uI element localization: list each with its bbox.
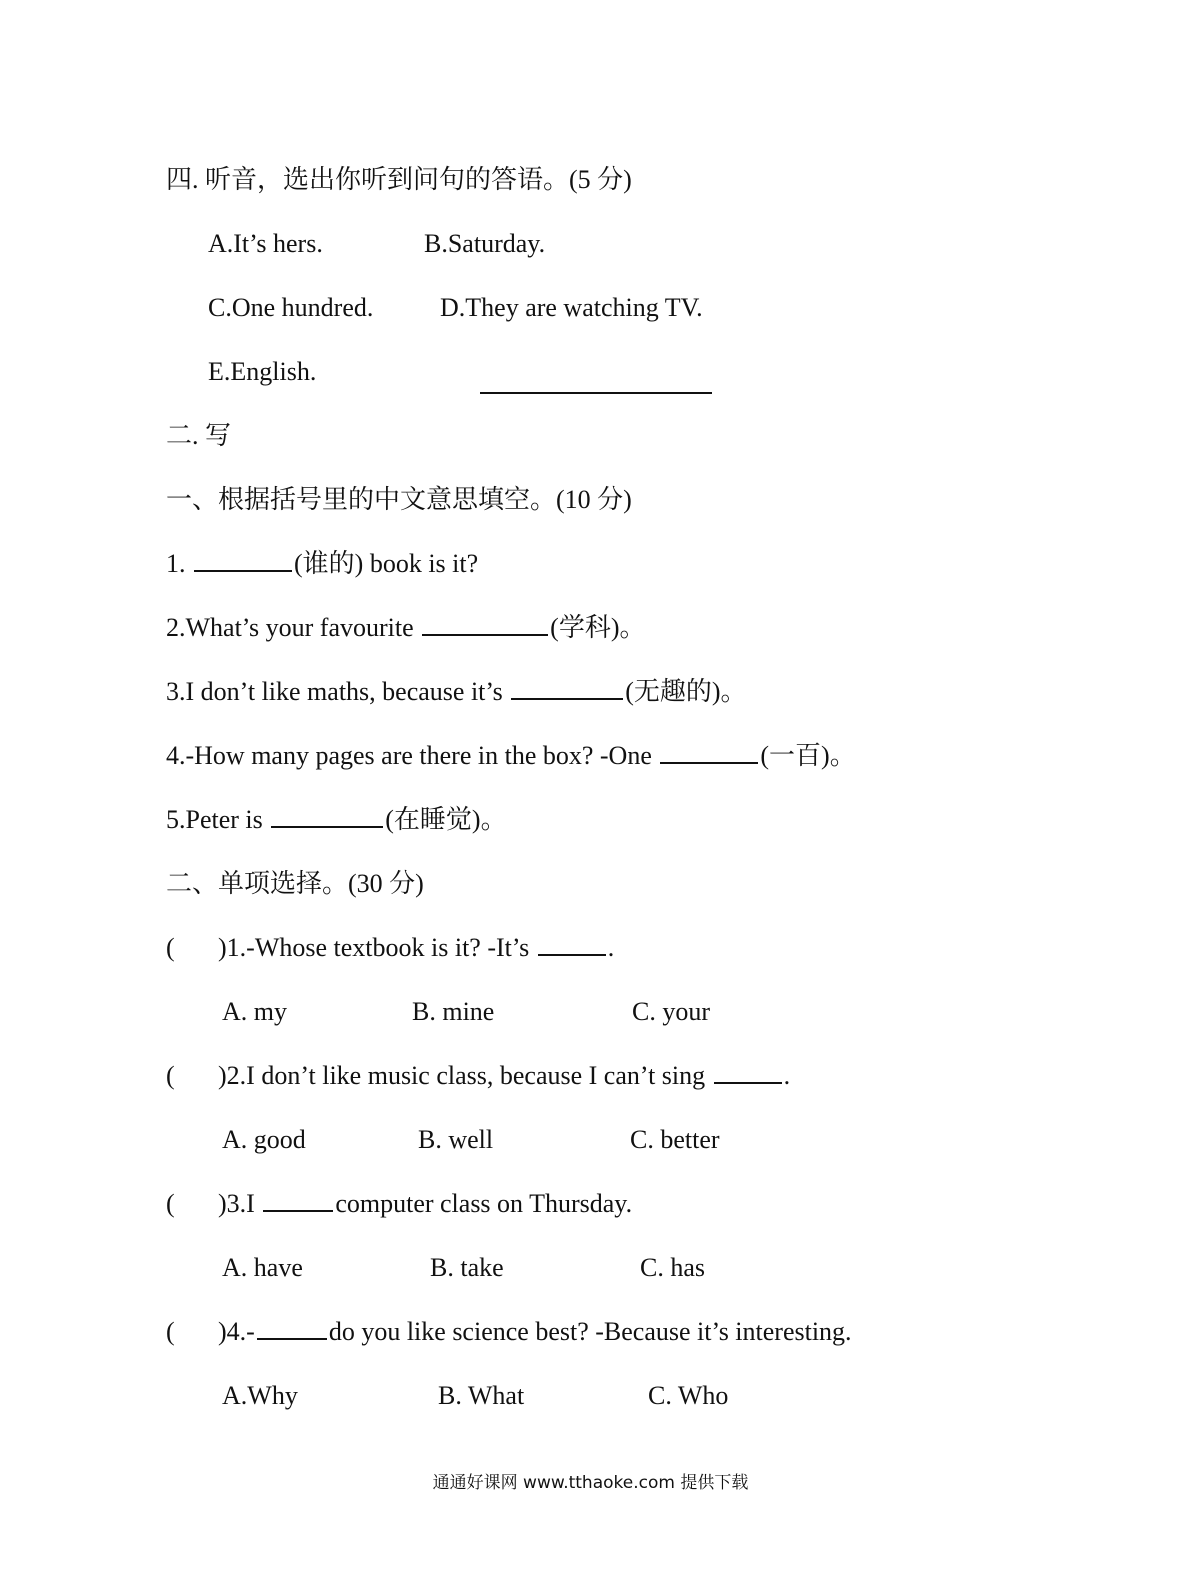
fill-item-suffix: (学科)。 [550, 613, 646, 642]
fill-item-1 [166, 548, 478, 580]
question-2 [166, 1060, 790, 1092]
option-b: B.Saturday. [424, 229, 546, 258]
part1-heading: 一、根据括号里的中文意思填空。(10 分) [166, 485, 632, 514]
fill-blank[interactable] [194, 548, 292, 572]
fill-item-suffix: (谁的) book is it? [294, 549, 479, 578]
section4-heading: 四. 听音，选出你听到问句的答语。(5 分) [166, 165, 632, 194]
question-stem-end: computer class on Thursday. [335, 1189, 633, 1218]
fill-item-prefix: 4.-How many pages are there in the box? -One [166, 741, 659, 770]
fill-blank[interactable] [271, 804, 383, 828]
answer-paren[interactable]: ( [166, 1317, 175, 1346]
fill-item-3 [166, 676, 747, 708]
part2-heading: 二、单项选择。(30 分) [166, 869, 424, 898]
question-stem-end: . [783, 1061, 791, 1090]
fill-item-prefix: 3.I don’t like maths, because it’s [166, 677, 510, 706]
option-c: C.One hundred. [208, 293, 374, 322]
q1-option-b: B. mine [412, 997, 495, 1026]
q3-option-b: B. take [430, 1253, 504, 1282]
option-a: A.It’s hers. [208, 229, 323, 258]
option-d: D.They are watching TV. [440, 293, 703, 322]
fill-item-4 [166, 740, 856, 772]
q4-option-c: C. Who [648, 1381, 729, 1410]
writing-title: 二. 写 [166, 421, 232, 450]
q2-option-c: C. better [630, 1125, 720, 1154]
fill-item-2 [166, 612, 645, 644]
question-stem: )3.I [218, 1189, 262, 1218]
fill-item-prefix: 2.What’s your favourite [166, 613, 421, 642]
fill-blank[interactable] [511, 676, 623, 700]
q3-option-c: C. has [640, 1253, 705, 1282]
answer-blank[interactable] [480, 392, 712, 394]
q2-option-a: A. good [222, 1125, 306, 1154]
q4-option-a: A.Why [222, 1381, 298, 1410]
question-stem: )4.- [218, 1317, 255, 1346]
fill-item-prefix: 1. [166, 549, 192, 578]
question-stem-end: . [607, 933, 615, 962]
page-footer: 通通好课网 www.tthaoke.com 提供下载 [432, 1473, 749, 1493]
fill-item-suffix: (在睡觉)。 [385, 805, 507, 834]
fill-item-suffix: (一百)。 [760, 741, 856, 770]
question-4 [166, 1316, 852, 1348]
question-blank [257, 1316, 327, 1340]
answer-paren[interactable]: ( [166, 933, 175, 962]
q2-option-b: B. well [418, 1125, 494, 1154]
question-blank [263, 1188, 333, 1212]
question-blank [538, 932, 606, 956]
question-blank [714, 1060, 782, 1084]
question-1 [166, 932, 614, 964]
question-3 [166, 1188, 632, 1220]
option-e: E.English. [208, 357, 317, 386]
fill-item-suffix: (无趣的)。 [625, 677, 747, 706]
q1-option-c: C. your [632, 997, 710, 1026]
fill-blank[interactable] [660, 740, 758, 764]
question-stem-end: do you like science best? -Because it’s interesting. [328, 1317, 852, 1346]
question-stem: )2.I don’t like music class, because I can’t sing [218, 1061, 712, 1090]
fill-item-5 [166, 804, 507, 836]
question-stem: )1.-Whose textbook is it? -It’s [218, 933, 536, 962]
fill-item-prefix: 5.Peter is [166, 805, 270, 834]
q1-option-a: A. my [222, 997, 287, 1026]
answer-paren[interactable]: ( [166, 1189, 175, 1218]
q4-option-b: B. What [438, 1381, 525, 1410]
q3-option-a: A. have [222, 1253, 303, 1282]
answer-paren[interactable]: ( [166, 1061, 175, 1090]
fill-blank[interactable] [422, 612, 548, 636]
